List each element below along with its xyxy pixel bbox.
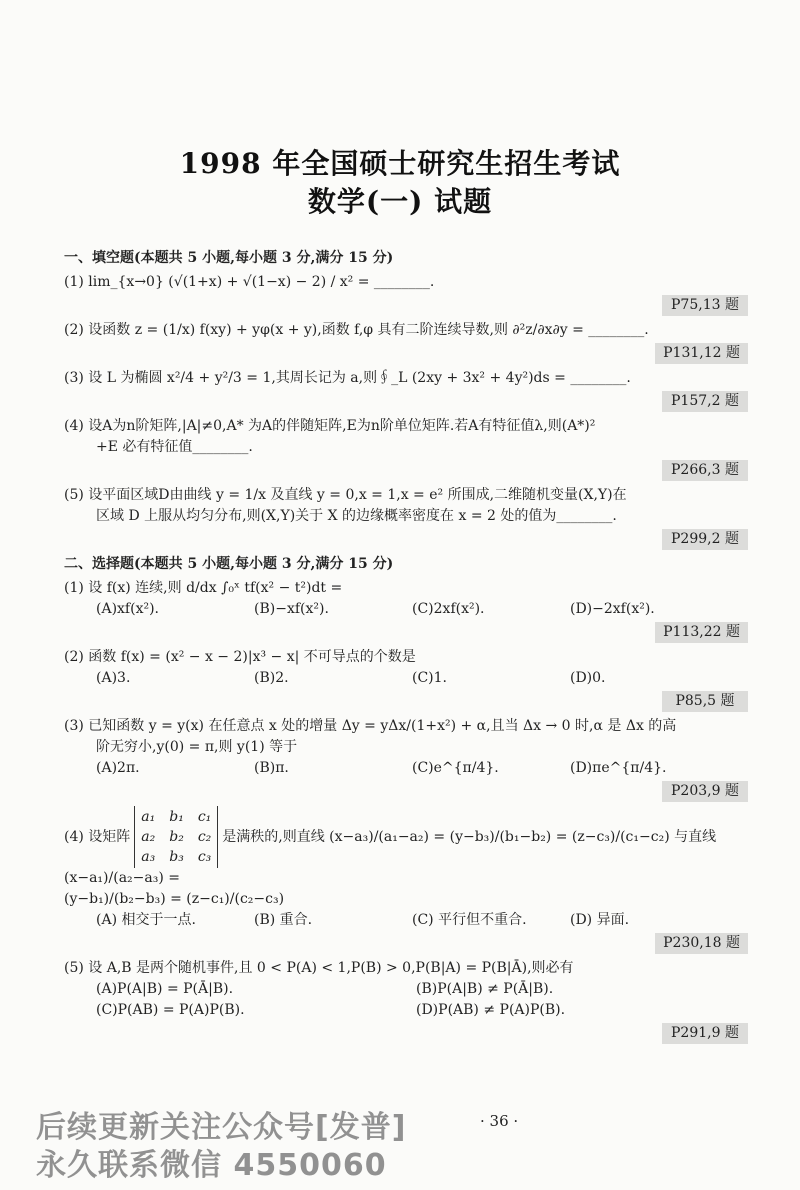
s1-q5-ref: P299,2 题 [662, 529, 748, 550]
s1-q5: (5) 设平面区域D由曲线 y = 1/x 及直线 y = 0,x = 1,x = e² 所围成,二维随机变量(X,Y)在 [64, 487, 627, 503]
option-b: (B)P(A|B) ≠ P(Ā|B). [416, 981, 554, 997]
s2-q3-block [64, 716, 748, 802]
s2-q3-ref: P203,9 题 [662, 781, 748, 802]
s2-q5-block [64, 958, 748, 1044]
exam-content [64, 244, 748, 1048]
s2-q4-ref: P230,18 题 [655, 933, 748, 954]
option-d: (D)πe^{π/4}. [570, 760, 667, 776]
watermark-line2: 永久联系微信 4550060 [36, 1148, 387, 1183]
s1-q5-block [64, 485, 748, 550]
s1-q2-block [64, 320, 748, 364]
section1-header: 一、填空题(本题共 5 小题,每小题 3 分,满分 15 分) [64, 250, 394, 266]
option-a: (A)P(A|B) = P(Ā|B). [96, 981, 234, 997]
s1-q1-ref: P75,13 题 [662, 295, 748, 316]
s1-q3-ref: P157,2 题 [662, 391, 748, 412]
s2-q2: (2) 函数 f(x) = (x² − x − 2)|x³ − x| 不可导点的个数是 [64, 649, 416, 665]
s2-q5-ref: P291,9 题 [662, 1023, 748, 1044]
s2-q4-cont: (y−b₁)/(b₂−b₃) = (z−c₁)/(c₂−c₃) [64, 891, 285, 907]
s2-q2-options [64, 668, 748, 689]
option-b: (B)π. [254, 760, 289, 776]
s2-q4-text: 是满秩的,则直线 (x−a₃)/(a₁−a₂) = (y−b₃)/(b₁−b₂) = (z−c₃)/(c₁−c₂) 与直线 (x−a₁)/(a₂−a₃) = [64, 829, 717, 886]
exam-subtitle: 数学(一) 试题 [307, 185, 493, 218]
option-d: (D)0. [570, 670, 606, 686]
s2-q4-prefix: (4) 设矩阵 [64, 829, 131, 845]
matrix-cell: b₃ [169, 849, 184, 865]
s1-q2: (2) 设函数 z = (1/x) f(xy) + yφ(x + y),函数 f,φ 具有二阶连续导数,则 ∂²z/∂x∂y = ________. [64, 322, 649, 338]
s1-q4-block [64, 416, 748, 481]
matrix-cell: a₂ [141, 829, 156, 845]
matrix-cell: a₃ [141, 849, 156, 865]
option-b: (B)−xf(x²). [254, 601, 329, 617]
s2-q3-options [64, 758, 748, 779]
s2-q5: (5) 设 A,B 是两个随机事件,且 0 < P(A) < 1,P(B) > 0,P(B|A) = P(B|Ā),则必有 [64, 960, 574, 976]
s2-q2-ref: P85,5 题 [662, 691, 748, 712]
s2-q1: (1) 设 f(x) 连续,则 d/dx ∫₀ˣ tf(x² − t²)dt = [64, 580, 343, 596]
s1-q3-block [64, 368, 748, 412]
s1-q5-cont: 区域 D 上服从均匀分布,则(X,Y)关于 X 的边缘概率密度在 x = 2 处的值为________. [96, 508, 617, 524]
matrix [134, 806, 218, 868]
exam-title: 1998 年全国硕士研究生招生考试 [179, 147, 621, 180]
option-a: (A)xf(x²). [96, 601, 159, 617]
s2-q3-cont: 阶无穷小,y(0) = π,则 y(1) 等于 [96, 739, 298, 755]
matrix-cell: c₂ [197, 829, 212, 845]
option-d: (D) 异面. [570, 912, 630, 928]
s2-q1-block [64, 578, 748, 643]
option-c: (C)2xf(x²). [412, 601, 485, 617]
option-a: (A)2π. [96, 760, 140, 776]
s1-q1-block [64, 272, 748, 316]
s2-q4 [64, 806, 748, 889]
watermark-line1: 后续更新关注公众号[发普] [36, 1110, 407, 1145]
matrix-cell: b₂ [169, 829, 184, 845]
option-c: (C) 平行但不重合. [412, 912, 527, 928]
option-d: (D)P(AB) ≠ P(A)P(B). [416, 1002, 566, 1018]
s2-q1-options [64, 599, 748, 620]
s1-q2-ref: P131,12 题 [655, 343, 748, 364]
option-c: (C)1. [412, 670, 447, 686]
matrix-cell: c₁ [197, 809, 212, 825]
s2-q5-options [64, 979, 748, 1021]
option-b: (B)2. [254, 670, 289, 686]
option-c: (C)P(AB) = P(A)P(B). [96, 1002, 245, 1018]
s2-q4-block [64, 806, 748, 954]
option-a: (A) 相交于一点. [96, 912, 196, 928]
s1-q3: (3) 设 L 为椭圆 x²/4 + y²/3 = 1,其周长记为 a,则∮_L (2xy + 3x² + 4y²)ds = ________. [64, 370, 631, 386]
s2-q4-options [64, 910, 748, 931]
page-number: · 36 · [480, 1112, 519, 1130]
s1-q1: (1) lim_{x→0} (√(1+x) + √(1−x) − 2) / x² = ________. [64, 274, 435, 290]
option-c: (C)e^{π/4}. [412, 760, 499, 776]
s1-q4-ref: P266,3 题 [662, 460, 748, 481]
s1-q4: (4) 设A为n阶矩阵,|A|≠0,A* 为A的伴随矩阵,E为n阶单位矩阵.若A有特征值λ,则(A*)² [64, 418, 596, 434]
s2-q1-ref: P113,22 题 [655, 622, 748, 643]
s2-q2-block [64, 647, 748, 712]
matrix-cell: c₃ [197, 849, 212, 865]
option-b: (B) 重合. [254, 912, 313, 928]
matrix-cell: a₁ [141, 809, 156, 825]
s1-q4-cont: +E 必有特征值________. [96, 439, 253, 455]
option-a: (A)3. [96, 670, 131, 686]
section2-header: 二、选择题(本题共 5 小题,每小题 3 分,满分 15 分) [64, 556, 394, 572]
option-d: (D)−2xf(x²). [570, 601, 655, 617]
matrix-cell: b₁ [169, 809, 184, 825]
s2-q3: (3) 已知函数 y = y(x) 在任意点 x 处的增量 Δy = yΔx/(1+x²) + α,且当 Δx → 0 时,α 是 Δx 的高 [64, 718, 677, 734]
